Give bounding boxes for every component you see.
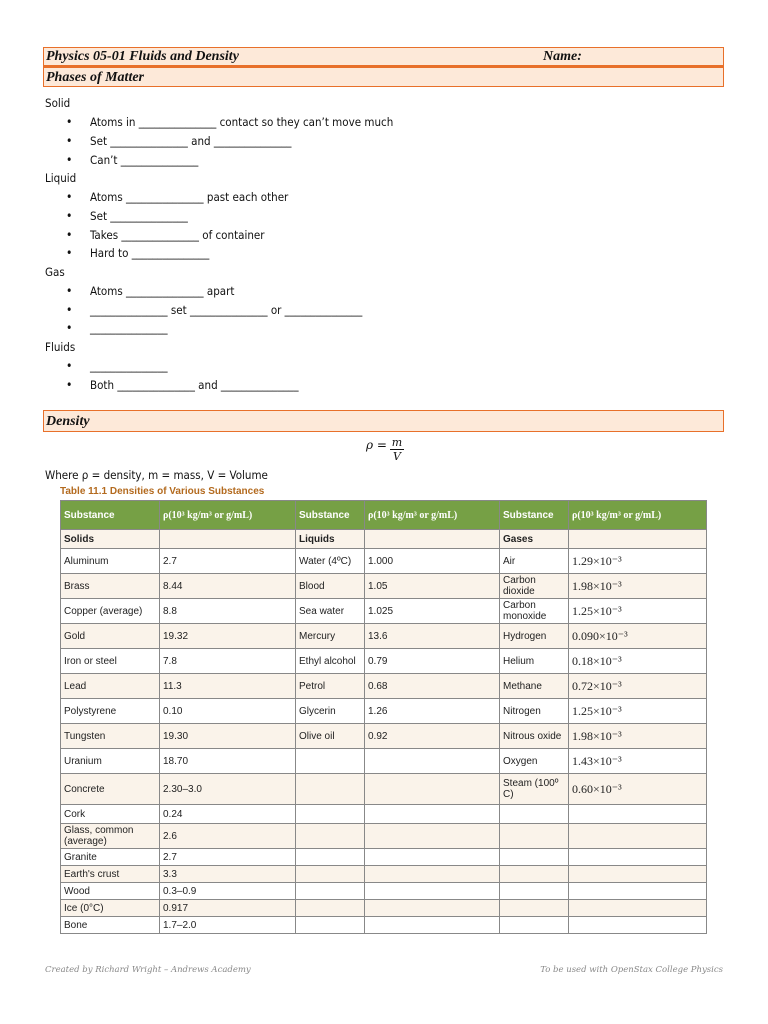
- table-cell: Concrete: [61, 774, 160, 805]
- table-row: [61, 883, 707, 900]
- bullet: •: [66, 321, 73, 335]
- bullet: •: [66, 359, 73, 373]
- table-cell: 8.44: [160, 574, 296, 599]
- formula-denominator: V: [393, 450, 401, 463]
- table-cell: 0.917: [160, 900, 296, 917]
- name-field: Name:: [543, 49, 582, 64]
- table-cell: Nitrous oxide: [500, 724, 569, 749]
- table-cell: [569, 530, 707, 549]
- footer-credit: Created by Richard Wright – Andrews Academy: [45, 965, 251, 975]
- density-heading: Density: [43, 410, 724, 432]
- table-row: [61, 805, 707, 824]
- phases-heading: Phases of Matter: [43, 66, 724, 87]
- list-item: Atoms in _______________ contact so they can’t move much: [90, 115, 394, 129]
- table-row: [61, 574, 707, 599]
- table-cell: Steam (100º C): [500, 774, 569, 805]
- table-cell: Tungsten: [61, 724, 160, 749]
- list-item: Set _______________ and _______________: [90, 134, 292, 148]
- table-row: [61, 599, 707, 624]
- table-cell: [500, 883, 569, 900]
- table-cell: Ethyl alcohol: [296, 649, 365, 674]
- table-cell: 0.72×10⁻³: [569, 674, 707, 699]
- list-item: _______________: [90, 359, 168, 373]
- list-item: Can’t _______________: [90, 153, 199, 167]
- table-cell: 1.98×10⁻³: [569, 724, 707, 749]
- table-cell: Petrol: [296, 674, 365, 699]
- table-cell: [365, 774, 500, 805]
- table-cell: Blood: [296, 574, 365, 599]
- table-cell: 19.32: [160, 624, 296, 649]
- list-item: _______________ set _______________ or _______________: [90, 303, 363, 317]
- list-item: Takes _______________ of container: [90, 228, 265, 242]
- list-item: _______________: [90, 321, 168, 335]
- table-cell: Bone: [61, 917, 160, 934]
- table-row: [61, 649, 707, 674]
- table-cell: Gases: [500, 530, 569, 549]
- table-cell: [296, 805, 365, 824]
- table-cell: Polystyrene: [61, 699, 160, 724]
- table-cell: Solids: [61, 530, 160, 549]
- list-item: Set _______________: [90, 209, 188, 223]
- table-cell: [500, 900, 569, 917]
- table-cell: 0.92: [365, 724, 500, 749]
- table-cell: [569, 805, 707, 824]
- table-cell: [500, 805, 569, 824]
- table-cell: Copper (average): [61, 599, 160, 624]
- table-cell: Carbon dioxide: [500, 574, 569, 599]
- col-header-density: ρ(10³ kg/m³ or g/mL): [569, 501, 707, 530]
- table-cell: [569, 866, 707, 883]
- table-cell: 0.24: [160, 805, 296, 824]
- list-item: Hard to _______________: [90, 246, 210, 260]
- table-body: [61, 530, 707, 934]
- phase-label-solid: Solid: [45, 96, 71, 110]
- table-cell: Olive oil: [296, 724, 365, 749]
- table-cell: Carbon monoxide: [500, 599, 569, 624]
- table-cell: [365, 900, 500, 917]
- table-cell: [569, 824, 707, 849]
- table-cell: Hydrogen: [500, 624, 569, 649]
- table-row: [61, 749, 707, 774]
- phase-label-gas: Gas: [45, 265, 65, 279]
- table-cell: 8.8: [160, 599, 296, 624]
- table-cell: [296, 849, 365, 866]
- table-cell: [365, 749, 500, 774]
- list-item: Atoms _______________ apart: [90, 284, 235, 298]
- table-cell: 0.60×10⁻³: [569, 774, 707, 805]
- table-cell: [500, 866, 569, 883]
- list-item: Atoms _______________ past each other: [90, 190, 289, 204]
- bullet: •: [66, 209, 73, 223]
- table-cell: [160, 530, 296, 549]
- bullet: •: [66, 284, 73, 298]
- table-cell: Uranium: [61, 749, 160, 774]
- bullet: •: [66, 190, 73, 204]
- table-cell: 19.30: [160, 724, 296, 749]
- table-cell: 13.6: [365, 624, 500, 649]
- footer-source: To be used with OpenStax College Physics: [540, 965, 723, 975]
- table-row: [61, 774, 707, 805]
- table-cell: 2.6: [160, 824, 296, 849]
- table-cell: 1.43×10⁻³: [569, 749, 707, 774]
- table-header-row: [61, 501, 707, 530]
- table-cell: Helium: [500, 649, 569, 674]
- bullet: •: [66, 303, 73, 317]
- table-cell: Glass, common (average): [61, 824, 160, 849]
- bullet: •: [66, 246, 73, 260]
- table-cell: Wood: [61, 883, 160, 900]
- col-header-density: ρ(10³ kg/m³ or g/mL): [160, 501, 296, 530]
- table-cell: 0.10: [160, 699, 296, 724]
- formula-numerator: m: [391, 436, 403, 449]
- table-row: [61, 699, 707, 724]
- col-header-density: ρ(10³ kg/m³ or g/mL): [365, 501, 500, 530]
- table-cell: Air: [500, 549, 569, 574]
- table-cell: 1.025: [365, 599, 500, 624]
- bullet: •: [66, 378, 73, 392]
- table-cell: Glycerin: [296, 699, 365, 724]
- table-row: [61, 530, 707, 549]
- table-cell: [365, 849, 500, 866]
- table-cell: Granite: [61, 849, 160, 866]
- table-row: [61, 917, 707, 934]
- table-cell: [296, 917, 365, 934]
- table-cell: Ice (0°C): [61, 900, 160, 917]
- list-item: Both _______________ and _______________: [90, 378, 299, 392]
- table-cell: Nitrogen: [500, 699, 569, 724]
- table-cell: Brass: [61, 574, 160, 599]
- table-cell: 1.7–2.0: [160, 917, 296, 934]
- table-cell: Cork: [61, 805, 160, 824]
- table-cell: Earth's crust: [61, 866, 160, 883]
- table-cell: [365, 866, 500, 883]
- table-row: [61, 624, 707, 649]
- table-row: [61, 674, 707, 699]
- table-cell: 18.70: [160, 749, 296, 774]
- density-table: [60, 500, 707, 934]
- phase-label-fluids: Fluids: [45, 340, 76, 354]
- table-cell: [296, 900, 365, 917]
- bullet: •: [66, 134, 73, 148]
- table-cell: 1.25×10⁻³: [569, 599, 707, 624]
- table-cell: Liquids: [296, 530, 365, 549]
- table-cell: 0.3–0.9: [160, 883, 296, 900]
- table-cell: [569, 849, 707, 866]
- table-cell: [569, 917, 707, 934]
- table-cell: [500, 849, 569, 866]
- table-cell: 1.000: [365, 549, 500, 574]
- table-cell: 1.25×10⁻³: [569, 699, 707, 724]
- table-cell: Lead: [61, 674, 160, 699]
- bullet: •: [66, 115, 73, 129]
- table-cell: Methane: [500, 674, 569, 699]
- table-cell: 2.7: [160, 549, 296, 574]
- table-cell: Water (4ºC): [296, 549, 365, 574]
- table-cell: [500, 824, 569, 849]
- table-cell: Iron or steel: [61, 649, 160, 674]
- table-cell: Gold: [61, 624, 160, 649]
- table-cell: [365, 883, 500, 900]
- table-row: [61, 724, 707, 749]
- table-row: [61, 900, 707, 917]
- worksheet-title: Physics 05-01 Fluids and Density: [46, 49, 239, 64]
- table-cell: [365, 805, 500, 824]
- density-formula-fraction: [390, 436, 404, 463]
- col-header-substance: Substance: [296, 501, 365, 530]
- phase-label-liquid: Liquid: [45, 171, 77, 185]
- where-text: Where ρ = density, m = mass, V = Volume: [45, 468, 268, 482]
- table-cell: 0.68: [365, 674, 500, 699]
- table-cell: 1.29×10⁻³: [569, 549, 707, 574]
- bullet: •: [66, 228, 73, 242]
- bullet: •: [66, 153, 73, 167]
- table-cell: 1.05: [365, 574, 500, 599]
- table-cell: 7.8: [160, 649, 296, 674]
- table-cell: 2.7: [160, 849, 296, 866]
- col-header-substance: Substance: [500, 501, 569, 530]
- table-cell: Oxygen: [500, 749, 569, 774]
- table-cell: [296, 749, 365, 774]
- table-cell: [569, 883, 707, 900]
- title-bar: [43, 47, 724, 66]
- table-cell: 2.30–3.0: [160, 774, 296, 805]
- table-cell: 3.3: [160, 866, 296, 883]
- table-cell: 0.18×10⁻³: [569, 649, 707, 674]
- table-cell: 1.26: [365, 699, 500, 724]
- table-cell: 1.98×10⁻³: [569, 574, 707, 599]
- table-cell: 0.090×10⁻³: [569, 624, 707, 649]
- table-row: [61, 824, 707, 849]
- col-header-substance: Substance: [61, 501, 160, 530]
- table-cell: [500, 917, 569, 934]
- table-row: [61, 849, 707, 866]
- table-cell: 11.3: [160, 674, 296, 699]
- table-cell: [296, 824, 365, 849]
- table-cell: [365, 530, 500, 549]
- table-cell: [365, 824, 500, 849]
- table-caption: Table 11.1 Densities of Various Substances: [60, 486, 265, 497]
- table-row: [61, 549, 707, 574]
- table-cell: [365, 917, 500, 934]
- density-formula-lhs: ρ =: [366, 438, 387, 452]
- table-cell: Aluminum: [61, 549, 160, 574]
- table-cell: 0.79: [365, 649, 500, 674]
- table-cell: [569, 900, 707, 917]
- table-cell: Sea water: [296, 599, 365, 624]
- table-cell: Mercury: [296, 624, 365, 649]
- table-cell: [296, 774, 365, 805]
- table-cell: [296, 866, 365, 883]
- table-cell: [296, 883, 365, 900]
- table-row: [61, 866, 707, 883]
